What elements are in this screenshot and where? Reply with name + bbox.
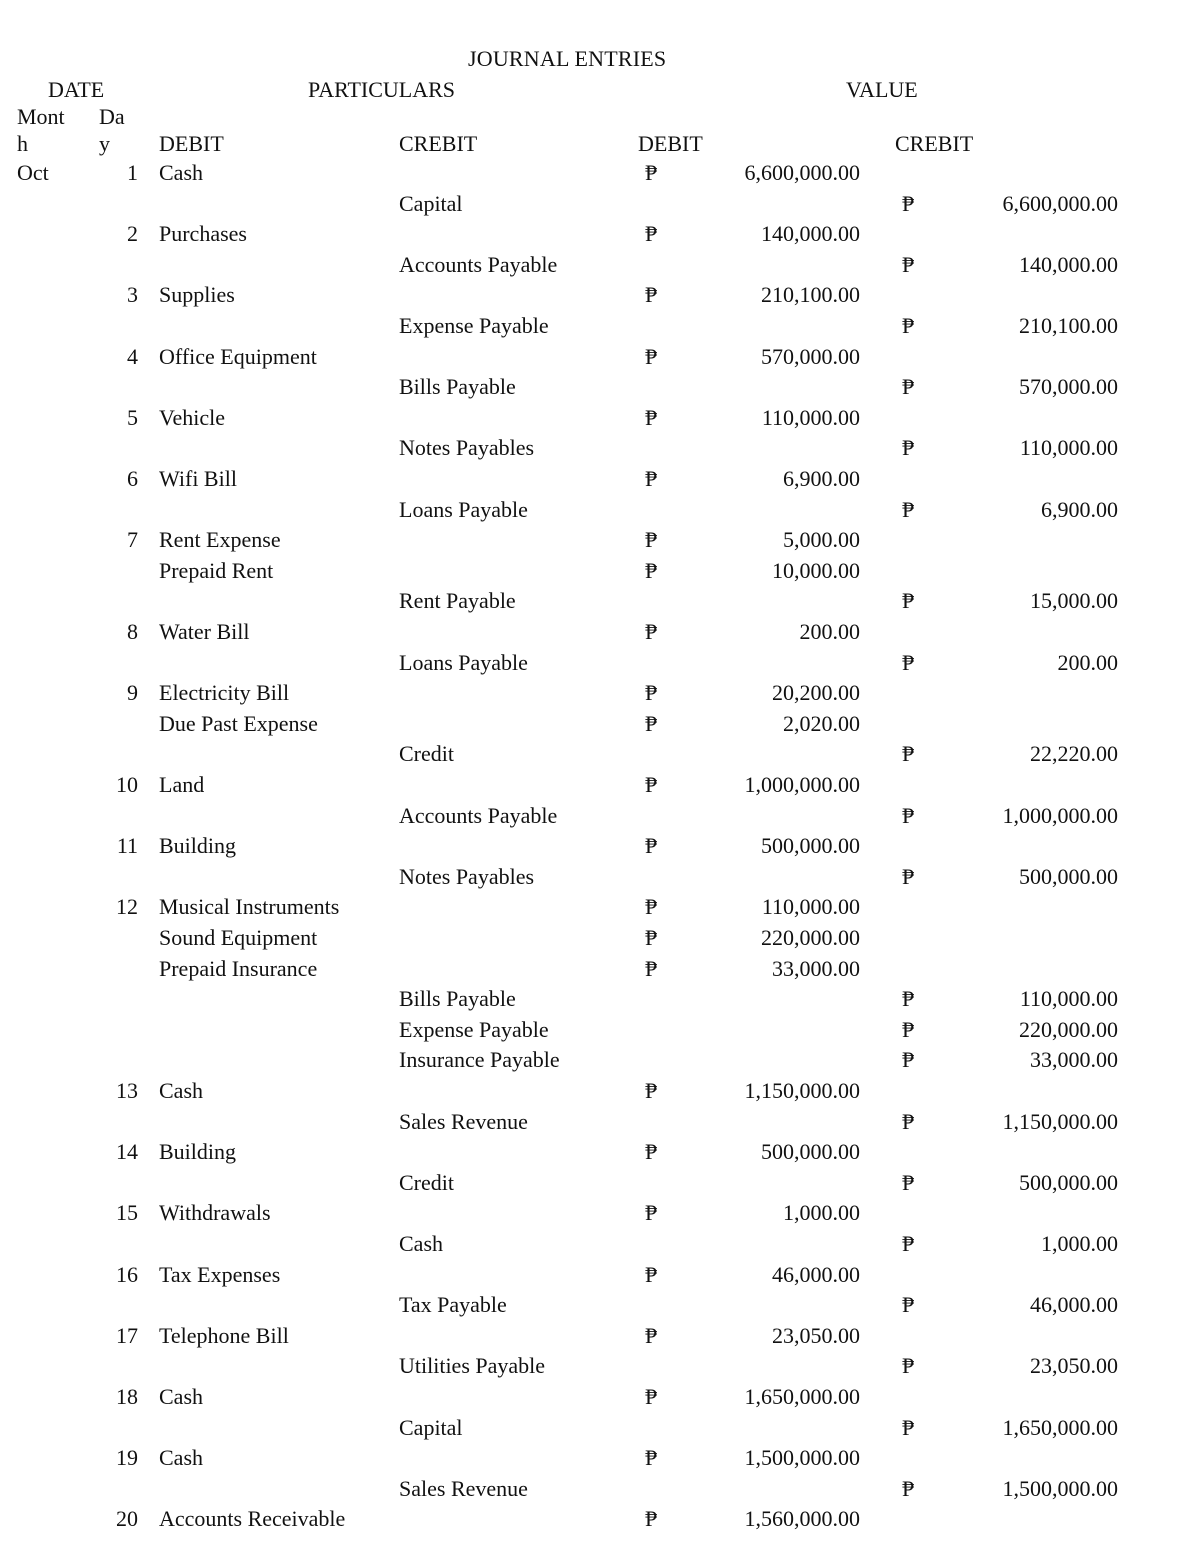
- entry-day: 12: [116, 894, 138, 920]
- entry-debit-account: Vehicle: [159, 404, 225, 430]
- debit-peso-sign: ₱: [645, 343, 658, 369]
- table-row: [0, 801, 1200, 831]
- credit-peso-sign: ₱: [902, 1231, 915, 1256]
- credit-peso-sign: ₱: [902, 1047, 915, 1073]
- table-row: [0, 311, 1200, 341]
- table-row: [0, 189, 1200, 219]
- entry-day: 8: [127, 619, 138, 644]
- entry-credit-value: 500,000.00: [1019, 863, 1118, 889]
- entry-debit-account: Cash: [159, 1078, 203, 1103]
- table-row: [0, 1045, 1200, 1075]
- debit-peso-sign: ₱: [645, 925, 658, 950]
- table-row: [0, 158, 1200, 188]
- credit-peso-sign: ₱: [902, 1108, 915, 1134]
- entry-day: 17: [116, 1322, 138, 1348]
- entry-debit-value: 500,000.00: [761, 1139, 860, 1165]
- credit-peso-sign: ₱: [902, 190, 915, 216]
- entry-credit-account: Notes Payables: [399, 863, 535, 889]
- debit-peso-sign: ₱: [645, 680, 658, 706]
- entry-credit-account: Insurance Payable: [399, 1047, 560, 1073]
- entry-credit-account: Cash: [399, 1231, 443, 1256]
- entry-debit-account: Accounts Receivable: [159, 1506, 346, 1532]
- table-row: [0, 1382, 1200, 1412]
- table-row: [0, 372, 1200, 402]
- table-row: [0, 678, 1200, 708]
- debit-peso-sign: ₱: [645, 282, 658, 308]
- entry-credit-value: 1,000,000.00: [1002, 802, 1118, 828]
- entry-credit-value: 220,000.00: [1019, 1016, 1118, 1042]
- table-row: [0, 586, 1200, 616]
- table-row: [0, 1351, 1200, 1381]
- entry-credit-value: 570,000.00: [1019, 374, 1118, 400]
- entry-debit-value: 140,000.00: [761, 221, 860, 247]
- entry-debit-account: Electricity Bill: [159, 680, 290, 706]
- entry-debit-account: Rent Expense: [159, 527, 281, 553]
- table-row: [0, 1015, 1200, 1045]
- debit-peso-sign: ₱: [645, 1445, 658, 1471]
- debit-peso-sign: ₱: [645, 221, 658, 247]
- entry-debit-account: Supplies: [159, 282, 235, 308]
- credit-peso-sign: ₱: [902, 863, 915, 889]
- table-row: [0, 648, 1200, 678]
- table-row: [0, 892, 1200, 922]
- entry-day: 20: [116, 1506, 138, 1532]
- table-row: [0, 831, 1200, 861]
- entry-day: 2: [127, 221, 138, 247]
- entry-debit-account: Building: [159, 1139, 237, 1165]
- entry-credit-value: 6,600,000.00: [1002, 190, 1118, 216]
- header-date: DATE: [48, 77, 105, 102]
- credit-peso-sign: ₱: [902, 741, 915, 767]
- debit-peso-sign: ₱: [645, 1139, 658, 1165]
- header-day-line2: y: [99, 131, 110, 156]
- table-row: [0, 770, 1200, 800]
- entry-credit-account: Credit: [399, 1169, 454, 1195]
- table-row: [0, 1076, 1200, 1106]
- credit-peso-sign: ₱: [902, 1016, 915, 1042]
- debit-peso-sign: ₱: [645, 466, 658, 491]
- table-row: [0, 984, 1200, 1014]
- entry-debit-account: Sound Equipment: [159, 925, 318, 950]
- entry-credit-value: 15,000.00: [1030, 588, 1118, 614]
- header-month-line2: h: [17, 131, 28, 156]
- entry-credit-account: Utilities Payable: [399, 1353, 546, 1379]
- entry-credit-account: Sales Revenue: [399, 1475, 528, 1501]
- entry-debit-value: 110,000.00: [761, 894, 860, 920]
- entry-debit-value: 1,150,000.00: [744, 1078, 860, 1103]
- credit-peso-sign: ₱: [902, 802, 915, 828]
- entry-day: 7: [127, 527, 138, 553]
- entry-day: 6: [127, 466, 138, 491]
- entry-debit-value: 20,200.00: [772, 680, 860, 706]
- entry-debit-value: 1,000,000.00: [744, 772, 860, 797]
- header-value: VALUE: [846, 77, 918, 102]
- header-value-debit: DEBIT: [638, 131, 703, 156]
- debit-peso-sign: ₱: [645, 1200, 658, 1226]
- table-row: [0, 1137, 1200, 1167]
- entry-credit-account: Loans Payable: [399, 496, 528, 522]
- entry-day: 13: [116, 1078, 138, 1103]
- debit-peso-sign: ₱: [645, 833, 658, 859]
- entry-day: 19: [116, 1445, 138, 1471]
- entry-credit-account: Credit: [399, 741, 454, 767]
- credit-peso-sign: ₱: [902, 496, 915, 522]
- entry-credit-account: Expense Payable: [399, 313, 549, 338]
- entry-debit-account: Withdrawals: [159, 1200, 271, 1226]
- entry-debit-account: Purchases: [159, 221, 247, 247]
- table-row: [0, 617, 1200, 647]
- debit-peso-sign: ₱: [645, 557, 658, 583]
- debit-peso-sign: ₱: [645, 160, 658, 185]
- debit-peso-sign: ₱: [645, 955, 658, 981]
- header-value-credit: CREBIT: [895, 131, 974, 156]
- entry-credit-value: 22,220.00: [1030, 741, 1118, 767]
- entry-debit-account: Musical Instruments: [159, 894, 340, 920]
- entry-debit-account: Cash: [159, 160, 203, 185]
- entry-debit-account: Tax Expenses: [159, 1261, 281, 1287]
- entry-credit-value: 110,000.00: [1019, 435, 1118, 461]
- table-row: [0, 403, 1200, 433]
- table-row: [0, 495, 1200, 525]
- table-row: [0, 923, 1200, 953]
- entry-debit-value: 6,900.00: [783, 466, 860, 491]
- table-row: [0, 1198, 1200, 1228]
- entry-credit-account: Accounts Payable: [399, 802, 558, 828]
- entry-debit-value: 5,000.00: [783, 527, 860, 553]
- page-title: JOURNAL ENTRIES: [468, 46, 667, 71]
- table-row: [0, 464, 1200, 494]
- entry-day: 16: [116, 1261, 138, 1287]
- table-row: [0, 1413, 1200, 1443]
- entry-credit-value: 1,150,000.00: [1002, 1108, 1118, 1134]
- entry-day: 9: [127, 680, 138, 706]
- debit-peso-sign: ₱: [645, 772, 658, 797]
- table-row: [0, 1260, 1200, 1290]
- credit-peso-sign: ₱: [902, 313, 915, 338]
- entry-debit-value: 2,020.00: [783, 710, 860, 736]
- table-row: [0, 556, 1200, 586]
- entry-credit-account: Capital: [399, 1414, 463, 1440]
- table-row: [0, 525, 1200, 555]
- entry-debit-value: 220,000.00: [761, 925, 860, 950]
- table-row: [0, 954, 1200, 984]
- header-day-line1: Da: [99, 104, 125, 129]
- entry-debit-value: 23,050.00: [772, 1322, 860, 1348]
- credit-peso-sign: ₱: [902, 986, 915, 1012]
- entry-credit-account: Capital: [399, 190, 463, 216]
- entry-debit-account: Cash: [159, 1445, 203, 1471]
- debit-peso-sign: ₱: [645, 1322, 658, 1348]
- entry-credit-value: 1,000.00: [1041, 1231, 1118, 1256]
- credit-peso-sign: ₱: [902, 435, 915, 461]
- entry-credit-account: Loans Payable: [399, 649, 528, 675]
- debit-peso-sign: ₱: [645, 1506, 658, 1532]
- entry-debit-value: 200.00: [799, 619, 860, 644]
- entry-credit-value: 500,000.00: [1019, 1169, 1118, 1195]
- credit-peso-sign: ₱: [902, 1292, 915, 1318]
- credit-peso-sign: ₱: [902, 588, 915, 614]
- header-particulars: PARTICULARS: [308, 77, 456, 102]
- debit-peso-sign: ₱: [645, 894, 658, 920]
- entry-credit-value: 210,100.00: [1019, 313, 1118, 338]
- entry-day: 1: [127, 160, 138, 185]
- entry-credit-value: 23,050.00: [1030, 1353, 1118, 1379]
- entry-credit-account: Sales Revenue: [399, 1108, 528, 1134]
- entry-debit-value: 10,000.00: [772, 557, 860, 583]
- entry-credit-value: 140,000.00: [1019, 251, 1118, 277]
- entry-month: Oct: [17, 160, 49, 185]
- entry-credit-account: Notes Payables: [399, 435, 535, 461]
- entry-credit-value: 1,650,000.00: [1002, 1414, 1118, 1440]
- table-row: [0, 1443, 1200, 1473]
- entry-debit-value: 500,000.00: [761, 833, 860, 859]
- table-row: [0, 862, 1200, 892]
- table-row: [0, 219, 1200, 249]
- entry-debit-account: Wifi Bill: [159, 466, 237, 491]
- table-row: [0, 433, 1200, 463]
- entry-debit-account: Land: [159, 772, 205, 797]
- entry-debit-account: Water Bill: [159, 619, 250, 644]
- entry-credit-value: 200.00: [1057, 649, 1118, 675]
- entry-credit-value: 46,000.00: [1030, 1292, 1118, 1318]
- entry-credit-account: Expense Payable: [399, 1016, 549, 1042]
- credit-peso-sign: ₱: [902, 374, 915, 400]
- table-row: [0, 1504, 1200, 1534]
- credit-peso-sign: ₱: [902, 1353, 915, 1379]
- header-particulars-credit: CREBIT: [399, 131, 478, 156]
- entry-day: 15: [116, 1200, 138, 1226]
- credit-peso-sign: ₱: [902, 649, 915, 675]
- entry-day: 11: [116, 833, 138, 859]
- entry-debit-value: 1,560,000.00: [744, 1506, 860, 1532]
- entry-debit-value: 570,000.00: [761, 343, 860, 369]
- entry-debit-value: 210,100.00: [761, 282, 860, 308]
- table-row: [0, 709, 1200, 739]
- entry-day: 5: [127, 404, 138, 430]
- debit-peso-sign: ₱: [645, 527, 658, 553]
- entry-debit-account: Building: [159, 833, 237, 859]
- entry-credit-account: Accounts Payable: [399, 251, 558, 277]
- entry-day: 18: [116, 1384, 138, 1409]
- entry-day: 3: [127, 282, 138, 308]
- table-row: [0, 342, 1200, 372]
- header-month-line1: Mont: [17, 104, 65, 129]
- entry-credit-account: Rent Payable: [399, 588, 516, 614]
- table-row: [0, 280, 1200, 310]
- table-row: [0, 1229, 1200, 1259]
- entry-credit-value: 110,000.00: [1019, 986, 1118, 1012]
- entry-day: 10: [116, 772, 138, 797]
- debit-peso-sign: ₱: [645, 404, 658, 430]
- entry-credit-account: Bills Payable: [399, 374, 516, 400]
- table-row: [0, 1107, 1200, 1137]
- entry-credit-account: Bills Payable: [399, 986, 516, 1012]
- debit-peso-sign: ₱: [645, 1261, 658, 1287]
- credit-peso-sign: ₱: [902, 1475, 915, 1501]
- entry-debit-value: 1,650,000.00: [744, 1384, 860, 1409]
- entry-debit-account: Office Equipment: [159, 343, 317, 369]
- entry-debit-value: 33,000.00: [772, 955, 860, 981]
- table-row: [0, 1168, 1200, 1198]
- entry-credit-value: 33,000.00: [1030, 1047, 1118, 1073]
- entry-debit-account: Due Past Expense: [159, 710, 318, 736]
- entry-debit-account: Prepaid Insurance: [159, 955, 318, 981]
- table-row: [0, 1321, 1200, 1351]
- entry-debit-value: 1,000.00: [783, 1200, 860, 1226]
- entry-debit-value: 1,500,000.00: [744, 1445, 860, 1471]
- debit-peso-sign: ₱: [645, 1384, 658, 1409]
- table-row: [0, 1474, 1200, 1504]
- debit-peso-sign: ₱: [645, 1078, 658, 1103]
- entry-debit-value: 6,600,000.00: [744, 160, 860, 185]
- entry-credit-value: 1,500,000.00: [1002, 1475, 1118, 1501]
- table-row: [0, 250, 1200, 280]
- entry-day: 14: [116, 1139, 138, 1165]
- credit-peso-sign: ₱: [902, 1169, 915, 1195]
- entry-debit-value: 46,000.00: [772, 1261, 860, 1287]
- header-particulars-debit: DEBIT: [159, 131, 224, 156]
- entry-credit-account: Tax Payable: [399, 1292, 507, 1318]
- entry-credit-value: 6,900.00: [1041, 496, 1118, 522]
- table-row: [0, 1290, 1200, 1320]
- debit-peso-sign: ₱: [645, 710, 658, 736]
- entry-debit-value: 110,000.00: [761, 404, 860, 430]
- credit-peso-sign: ₱: [902, 251, 915, 277]
- debit-peso-sign: ₱: [645, 619, 658, 644]
- entry-day: 4: [127, 343, 138, 369]
- entry-debit-account: Cash: [159, 1384, 203, 1409]
- entry-debit-account: Telephone Bill: [159, 1322, 289, 1348]
- table-row: [0, 739, 1200, 769]
- credit-peso-sign: ₱: [902, 1414, 915, 1440]
- entry-debit-account: Prepaid Rent: [159, 557, 274, 583]
